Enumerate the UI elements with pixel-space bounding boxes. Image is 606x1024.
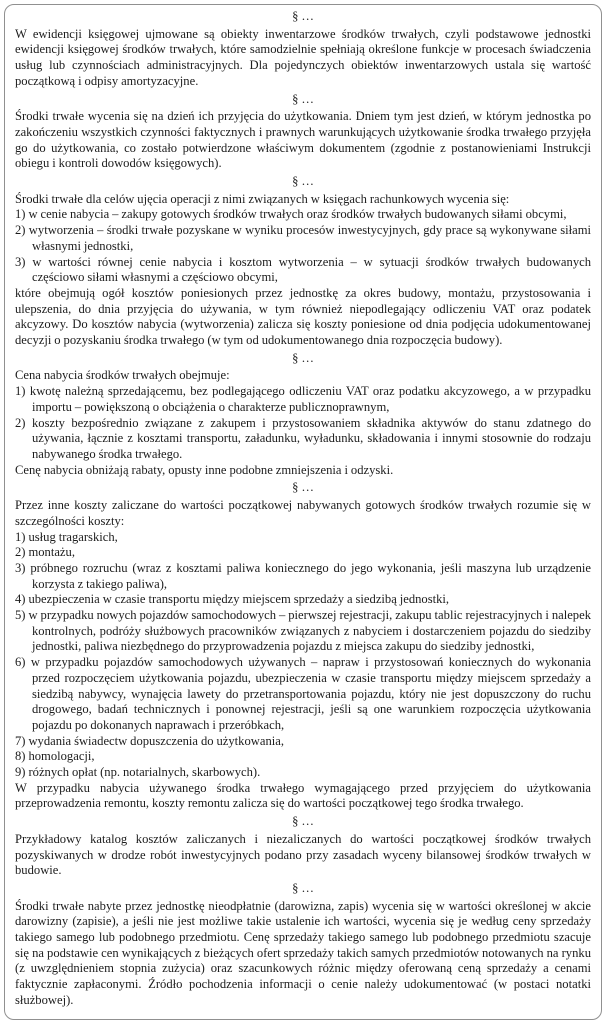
list-item: [15, 734, 591, 750]
paragraph: W przypadku nabycia używanego środka trwałego wymagającego przed przyjęciem do użytkowania przeprowadzenia remontu, koszty remontu zalicza się do wartości początkowej tego środka trwałego.: [15, 780, 591, 811]
document-body: [15, 7, 591, 1009]
list-item: [15, 749, 591, 765]
paragraph: Przez inne koszty zaliczane do wartości początkowej nabywanych gotowych środków trwałych rozumie się w szczególności koszty:: [15, 498, 591, 528]
list-item: [15, 207, 591, 223]
list-item-number: 6): [15, 655, 26, 670]
section-mark: § …: [292, 480, 314, 495]
list-item: [15, 561, 591, 592]
list-item: [15, 384, 591, 415]
list-item-text: kwotę należną sprzedającemu, bez podlegającego odliczeniu VAT oraz podatku akcyzowego, a w przypadku importu – powiększoną o obciążenia o charakterze publicznoprawnym,: [29, 384, 591, 414]
list-item-text: w przypadku pojazdów samochodowych używanych – napraw i przystosowań koniecznych do wykonania przed rozpoczęciem użytkowania pojazdu, ubezpieczenia w czasie transportu między miejscem sprzedaży a siedzibą nabywcy, wynajęcia lawety do przetransportowania pojazdu, który nie jest dopuszczony do ruchu drogowego, badań technicznych i ponownej rejestracji, jeśli są one warunkiem rozpoczęcia użytkowania pojazdu po dokonanych naprawach i przeróbkach,: [30, 655, 592, 732]
list-item-text: w cenie nabycia – zakupy gotowych środków trwałych oraz środków trwałych budowanych siłami obcymi,: [28, 207, 567, 222]
list-item: [15, 545, 591, 561]
list-item-number: 7): [15, 733, 26, 748]
list-item-number: 8): [15, 749, 26, 764]
list-item: [15, 765, 591, 781]
list-item: [15, 592, 591, 608]
list-item: [15, 223, 591, 254]
list-item-number: 1): [15, 207, 26, 222]
list-item-text: w przypadku nowych pojazdów samochodowych – pierwszej rejestracji, zakupu tablic rejestracyjnych i nalepek kontrolnych, podróży służbowych pracowników związanych z nabyciem i dostarczeniem pojazdu do siedziby jednostki, paliwa niezbędnego do przyprowadzenia pojazdu z miejsca zakupu do siedziby jednostki,: [28, 608, 591, 654]
list-item: [15, 530, 591, 546]
list-item-text: w wartości równej cenie nabycia i kosztom wytworzenia – w sytuacji środków trwałych budowanych częściowo siłami własnymi a częściowo obcymi,: [32, 254, 591, 285]
list-item-number: 1): [15, 529, 26, 544]
list-item-number: 2): [15, 545, 26, 560]
list-item-text: wydania świadectw dopuszczenia do użytkowania,: [28, 733, 284, 748]
list-item: [15, 608, 591, 655]
section-mark: § …: [292, 91, 314, 106]
list-item: [15, 255, 591, 286]
list-item-text: różnych opłat (np. notarialnych, skarbowych).: [28, 765, 261, 780]
section-mark: § …: [292, 880, 314, 895]
list-item-number: 1): [15, 384, 26, 399]
section-mark: § …: [292, 174, 314, 189]
list-item: [15, 416, 591, 463]
section-mark: § …: [292, 350, 314, 365]
paragraph: Cena nabycia środków trwałych obejmuje:: [15, 368, 230, 383]
paragraph: Środki trwałe nabyte przez jednostkę nieodpłatnie (darowizna, zapis) wycenia się w wartości określonej w akcie darowizny (zapisie), a jeśli nie jest możliwe takie ustalenie ich wartości, wycenia się je według ceny sprzedaży takiego samego lub podobnego przedmiotu. Cenę sprzedaży takiego samego lub podobnego przedmiotu szacuje się na podstawie cen wynikających z bieżących ofert sprzedaży takich samych przedmiotów notowanych na rynku (z uwzględnieniem stopnia zużycia) oraz szacunkowych różnic między oferowaną ceną sprzedaży a cenami faktycznie zapłaconymi. Źródło pochodzenia informacji o cenie należy udokumentować (w postaci notatki służbowej).: [15, 898, 591, 1007]
paragraph: Cenę nabycia obniżają rabaty, opusty inne podobne zmniejszenia i odzyski.: [15, 462, 394, 477]
list-item: [15, 655, 591, 734]
section-mark: § …: [292, 9, 314, 23]
list-item-number: 5): [15, 608, 26, 623]
paragraph: Przykładowy katalog kosztów zaliczanych i niezaliczanych do wartości początkowej środków trwałych pozyskiwanych w drodze robót inwestycyjnych podano przy zasadach wyceny bilansowej środków trwałych w budowie.: [15, 831, 591, 878]
paragraph: Środki trwałe wycenia się na dzień ich przyjęcia do użytkowania. Dniem tym jest dzień, w którym jednostka po zakończeniu wszystkich czynności faktycznych i prawnych warunkujących użytkowanie środka trwałego przyjęła go do użytkowania, co zostało potwierdzone właściwym dokumentem (zgodnie z postanowieniami Instrukcji obiegu i kontroli dowodów księgowych).: [15, 109, 591, 171]
list-item-number: 3): [15, 560, 26, 575]
list-item-text: próbnego rozruchu (wraz z kosztami paliwa koniecznego do jego wykonania, jeśli maszyna lub urządzenie korzysta z takiego paliwa),: [30, 560, 591, 591]
list-item-number: 4): [15, 592, 26, 607]
list-item-number: 2): [15, 415, 26, 430]
list-item-text: ubezpieczenia w czasie transportu między miejscem sprzedaży a siedzibą jednostki,: [28, 592, 450, 607]
paragraph: W ewidencji księgowej ujmowane są obiekty inwentarzowe środków trwałych, czyli podstawowe jednostki ewidencji księgowej środków trwałych, które samodzielnie spełniają określone funkcje w procesach świadczenia usług lub czynnościach administracyjnych. Dla pojedynczych obiektów inwentarzowych ustala się wartość początkową i odpisy amortyzacyjne.: [15, 26, 591, 88]
section-mark: § …: [292, 814, 314, 829]
list-item-text: homologacji,: [28, 749, 95, 764]
list-item-text: wytworzenia – środki trwałe pozyskane w wyniku procesów inwestycyjnych, gdy prace są wykonywane siłami własnymi jednostki,: [28, 223, 591, 253]
paragraph: które obejmują ogół kosztów poniesionych przez jednostkę za okres budowy, montażu, przystosowania i ulepszenia, do dnia przyjęcia do używania, w tym również niepodlegający odliczeniu VAT oraz podatek akcyzowy. Do kosztów nabycia (wytworzenia) zalicza się koszty poniesione od dnia podjęcia udokumentowanej decyzji o pozyskaniu środka trwałego (w tym od udokumentowanego dnia rozpoczęcia budowy).: [15, 285, 591, 348]
paragraph: Środki trwałe dla celów ujęcia operacji z nimi związanych w księgach rachunkowych wycenia się:: [15, 191, 510, 206]
list-item-text: usług tragarskich,: [28, 529, 118, 544]
list-item-number: 2): [15, 223, 26, 238]
list-item-text: montażu,: [28, 545, 75, 560]
list-item-number: 9): [15, 765, 26, 780]
list-item-text: koszty bezpośrednio związane z zakupem i przystosowaniem składnika aktywów do stanu zdatnego do używania, łącznie z kosztami transportu, załadunku, wyładunku, składowania i innymi stosownie do rodzaju nabywanego środka trwałego.: [31, 415, 591, 461]
list-item-number: 3): [15, 254, 26, 269]
